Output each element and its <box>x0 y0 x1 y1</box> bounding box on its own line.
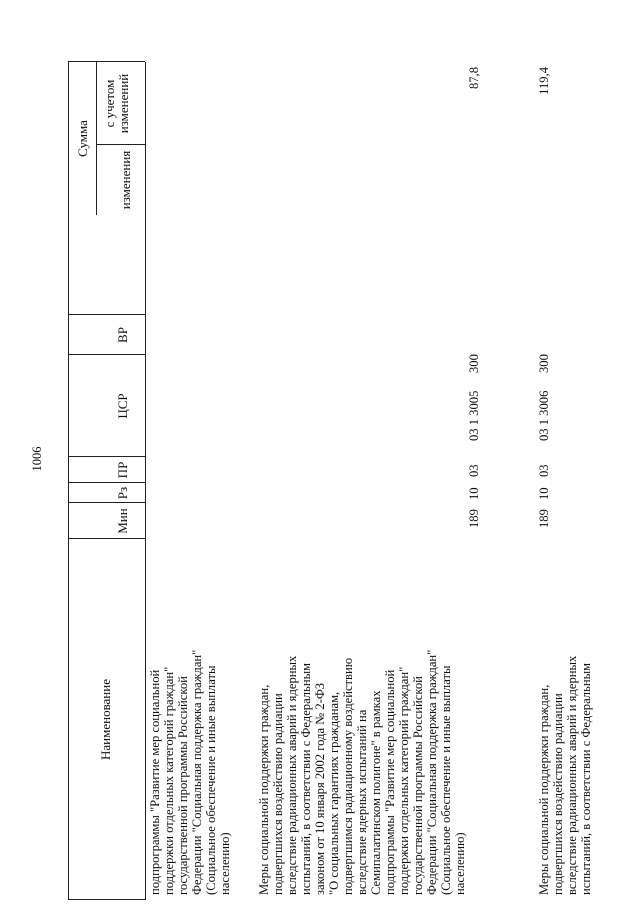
header-bottom-border <box>145 62 146 900</box>
row-0-name <box>148 541 232 895</box>
row-1-line-12: Федерации "Социальная поддержка граждан" <box>425 649 439 895</box>
header-name: Наименование <box>98 679 113 760</box>
row-1-line-5: "О социальных гарантиях гражданам, <box>327 691 341 895</box>
row-1-line-0: Меры социальной поддержки граждан, <box>257 684 271 895</box>
row-0-line-3: Федерации "Социальная поддержка граждан" <box>190 649 204 895</box>
row-2-pr: 03 <box>537 464 551 477</box>
row-1-line-10: поддержки отдельных категорий граждан" <box>397 666 411 895</box>
summa-divider <box>96 62 97 215</box>
row-1-pr: 03 <box>467 464 481 477</box>
page-number: 1006 <box>30 446 44 472</box>
row-1-min: 189 <box>467 509 481 528</box>
row-2-csr: 03 1 3006 <box>537 390 551 441</box>
row-2-line-2: вследствие радиационных аварий и ядерных <box>565 655 579 895</box>
col-border-vr <box>68 314 145 315</box>
header-izmeneniya: изменения <box>118 150 133 210</box>
header-min: Мин <box>115 508 130 534</box>
row-0-line-4: (Социальное обеспечение и иные выплаты <box>204 665 218 895</box>
row-2-rz: 10 <box>537 487 551 500</box>
row-0-line-5: населению) <box>218 832 232 895</box>
row-2-name <box>537 541 593 895</box>
header-vr: ВР <box>115 327 130 343</box>
col-border-rz <box>68 482 145 483</box>
row-0-line-0: подпрограммы "Развитие мер социальной <box>148 669 162 895</box>
row-2-line-1: подвергшихся воздействию радиации <box>551 693 565 895</box>
row-1-line-4: законом от 10 января 2002 года № 2-ФЗ <box>313 682 327 895</box>
row-0-line-2: государственной программы Российской <box>176 676 190 895</box>
row-1-line-11: государственной программы Российской <box>411 676 425 895</box>
row-1-line-9: подпрограммы "Развитие мер социальной <box>383 669 397 895</box>
header-csr: ЦСР <box>115 393 130 419</box>
header-s-uchetom-line1: с учетом <box>102 79 117 128</box>
col-border-csr <box>68 354 145 355</box>
row-2-vr: 300 <box>537 354 551 373</box>
row-2-s-uchetom: 119,4 <box>537 67 551 95</box>
row-1-name <box>257 541 467 895</box>
col-border-pr <box>68 456 145 457</box>
row-1-s-uchetom: 87,8 <box>467 67 481 90</box>
header-rz: Рз <box>115 486 130 500</box>
row-1-line-6: подвергшимся радиационному воздействию <box>341 657 355 895</box>
row-1-line-14: населению) <box>453 832 467 895</box>
row-1-line-7: вследствие ядерных испытаний на <box>355 709 369 895</box>
row-1-vr: 300 <box>467 354 481 373</box>
row-0-line-1: поддержки отдельных категорий граждан" <box>162 666 176 895</box>
table-top-border <box>68 62 69 900</box>
row-1-line-2: вследствие радиационных аварий и ядерных <box>285 655 299 895</box>
row-1-rz: 10 <box>467 487 481 500</box>
header-pr: ПР <box>115 461 130 479</box>
row-1-line-13: (Социальное обеспечение и иные выплаты <box>439 665 453 895</box>
header-summa: Сумма <box>75 120 90 157</box>
col-border-min <box>68 502 145 503</box>
header-s-uchetom <box>103 62 131 145</box>
row-2-line-0: Меры социальной поддержки граждан, <box>537 684 551 895</box>
row-2-min: 189 <box>537 509 551 528</box>
row-1-csr: 03 1 3005 <box>467 390 481 441</box>
row-2-line-3: испытаний, в соответствии с Федеральным <box>579 662 593 895</box>
row-1-line-3: испытаний, в соответствии с Федеральным <box>299 662 313 895</box>
row-1-line-8: Семипалатинском полигоне" в рамках <box>369 690 383 895</box>
row-1-line-1: подвергшихся воздействию радиации <box>271 693 285 895</box>
header-s-uchetom-line2: изменений <box>116 73 131 134</box>
